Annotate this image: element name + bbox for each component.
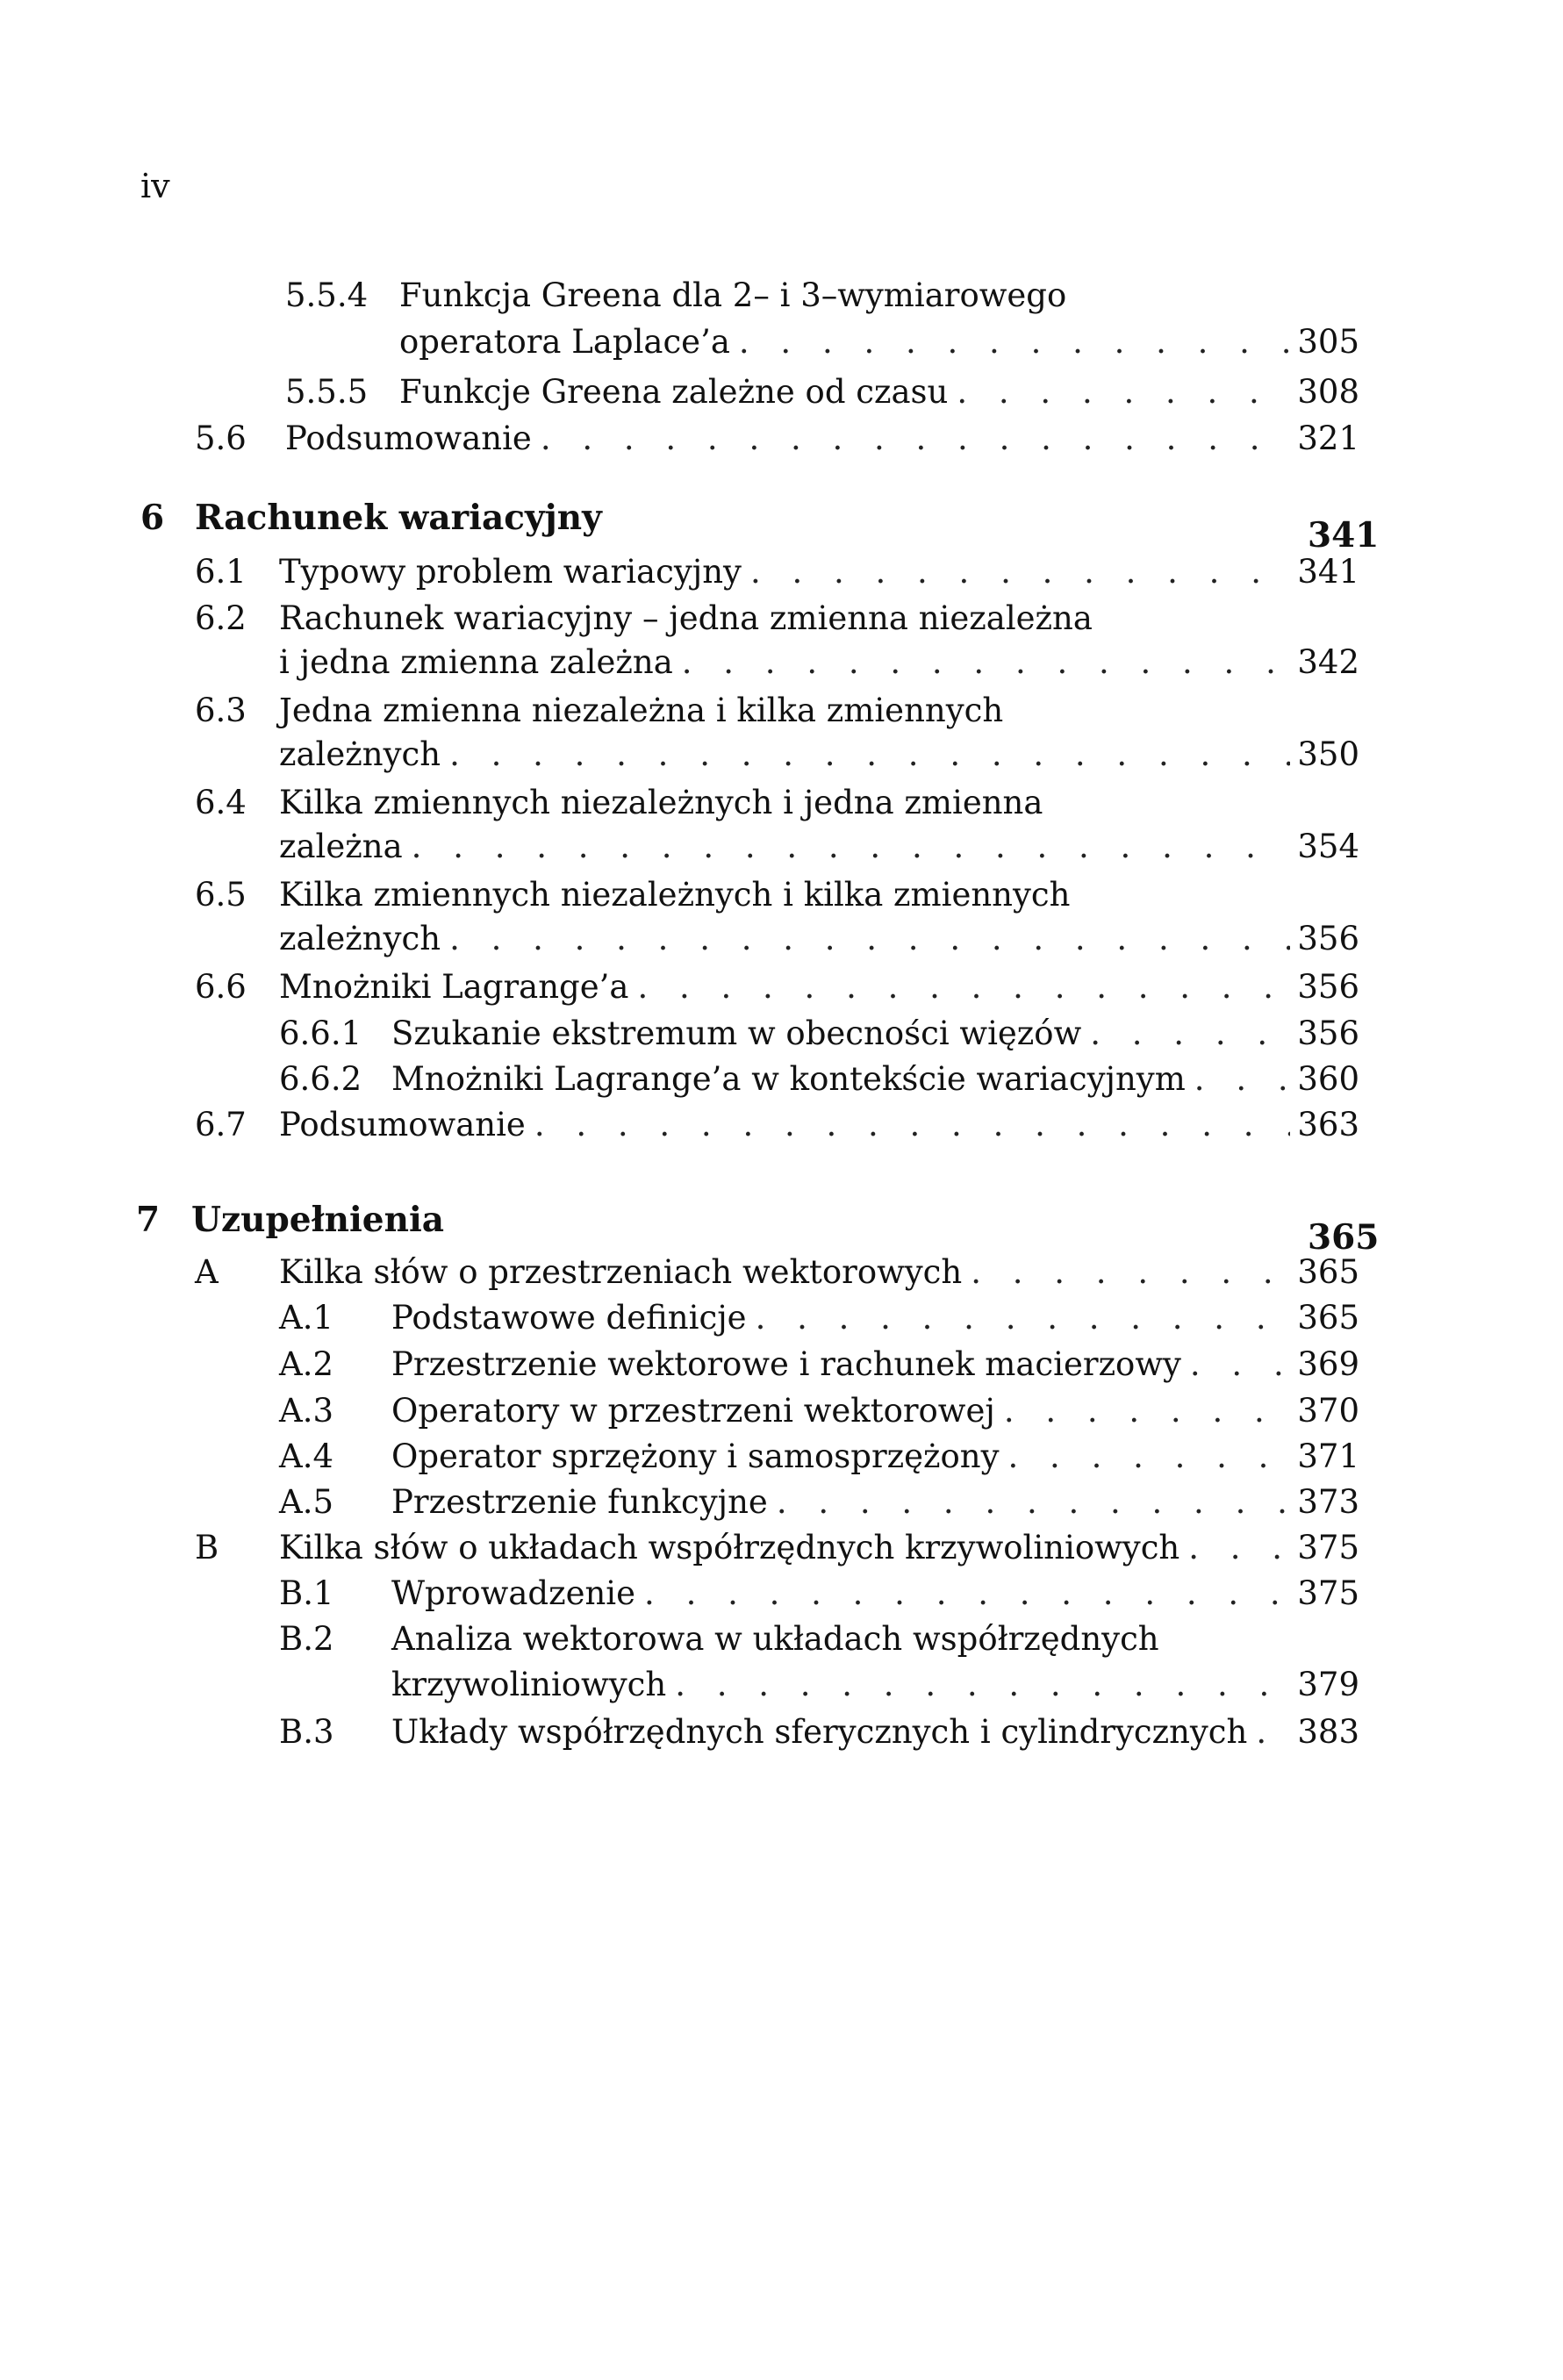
dot-leader	[1008, 1437, 1291, 1476]
toc-entry-b-1-number: B.1	[279, 1574, 334, 1612]
toc-entry-title: zależnych	[279, 735, 441, 773]
toc-page-number: 365	[1297, 1299, 1359, 1337]
dot-leader	[777, 1483, 1291, 1522]
toc-entry-title: Typowy problem wariacyjny	[279, 553, 742, 591]
toc-entry-a-4[interactable]	[391, 1437, 1359, 1476]
toc-page-number: 308	[1297, 373, 1359, 411]
toc-entry-5-5-4-title-line1: Funkcja Greena dla 2– i 3–wymiarowego	[399, 276, 1067, 314]
toc-entry-title: Operator sprzężony i samosprzężony	[391, 1437, 1000, 1475]
toc-entry-title: Wprowadzenie	[391, 1574, 636, 1612]
toc-entry-6-6-2-number: 6.6.2	[279, 1060, 362, 1098]
toc-entry-b-3[interactable]	[391, 1713, 1359, 1752]
toc-entry-6-3-number: 6.3	[195, 692, 247, 729]
toc-entry-6-1[interactable]	[279, 553, 1359, 591]
toc-page-number: 341	[1297, 553, 1359, 591]
toc-entry-title: Układy współrzędnych sferycznych i cylindrycznych	[391, 1713, 1248, 1751]
toc-page-number: 342	[1297, 643, 1359, 681]
toc-entry-6-5[interactable]	[279, 920, 1359, 958]
toc-page-number: 371	[1297, 1437, 1359, 1475]
toc-entry-b-1[interactable]	[391, 1574, 1359, 1613]
toc-entry-b-3-number: B.3	[279, 1713, 334, 1751]
toc-page-number: 375	[1297, 1574, 1359, 1612]
toc-entry-b-2[interactable]	[391, 1666, 1359, 1704]
toc-entry-6-6[interactable]	[279, 968, 1359, 1007]
toc-entry-title: Kilka słów o układach współrzędnych krzywoliniowych	[279, 1529, 1180, 1566]
toc-entry-a-1[interactable]	[391, 1299, 1359, 1337]
toc-entry-6-4-number: 6.4	[195, 784, 247, 821]
toc-page-number: 370	[1297, 1392, 1359, 1430]
toc-entry-6-3-title-line1: Jedna zmienna niezależna i kilka zmiennych	[279, 692, 1004, 729]
toc-page-number: 356	[1297, 1014, 1359, 1052]
toc-page-number: 383	[1297, 1713, 1359, 1751]
toc-page-number: 356	[1297, 920, 1359, 957]
toc-entry-b-2-title-line1: Analiza wektorowa w układach współrzędnych	[391, 1620, 1159, 1658]
dot-leader	[1090, 1014, 1290, 1053]
toc-entry-title: Podsumowanie	[285, 419, 532, 457]
toc-entry-title: Mnożniki Lagrange’a	[279, 968, 629, 1006]
toc-page-number: 365	[1297, 1253, 1359, 1291]
toc-page-number: 375	[1297, 1529, 1359, 1566]
toc-entry-title: Podsumowanie	[279, 1106, 526, 1143]
toc-page-number: 305	[1297, 323, 1359, 361]
appendix-b-letter: B	[195, 1529, 219, 1566]
dot-leader	[1004, 1392, 1291, 1430]
toc-entry-a-4-number: A.4	[279, 1437, 334, 1475]
toc-entry-title: krzywoliniowych	[391, 1666, 667, 1703]
dot-leader	[1256, 1713, 1290, 1752]
dot-leader	[541, 419, 1291, 458]
toc-entry-title: Podstawowe definicje	[391, 1299, 747, 1337]
toc-entry-6-2-title-line1: Rachunek wariacyjny – jedna zmienna niezależna	[279, 599, 1093, 637]
dot-leader	[637, 968, 1290, 1007]
chapter-7-title[interactable]: Uzupełnienia	[191, 1200, 445, 1240]
chapter-7-number: 7	[136, 1200, 161, 1240]
toc-entry-title: Funkcje Greena zależne od czasu	[399, 373, 949, 411]
toc-entry-a-5[interactable]	[391, 1483, 1359, 1522]
toc-entry-title: Przestrzenie funkcyjne	[391, 1483, 768, 1521]
toc-page-number: 369	[1297, 1345, 1359, 1383]
chapter-7-page: 365	[1308, 1217, 1380, 1258]
toc-entry-a-2-number: A.2	[279, 1345, 334, 1383]
toc-page-number: 373	[1297, 1483, 1359, 1521]
toc-entry-title: zależnych	[279, 920, 441, 957]
toc-entry-title: Szukanie ekstremum w obecności więzów	[391, 1014, 1082, 1052]
dot-leader	[534, 1106, 1291, 1144]
toc-entry-5-5-5[interactable]	[399, 373, 1359, 412]
toc-entry-6-5-number: 6.5	[195, 876, 247, 914]
toc-entry-a-5-number: A.5	[279, 1483, 334, 1521]
toc-entry-title: Kilka słów o przestrzeniach wektorowych	[279, 1253, 963, 1291]
toc-entry-title: Operatory w przestrzeni wektorowej	[391, 1392, 995, 1430]
toc-page-number: 363	[1297, 1106, 1359, 1143]
toc-page-number: 354	[1297, 828, 1359, 865]
chapter-6-page: 341	[1308, 515, 1380, 556]
toc-entry-6-1-number: 6.1	[195, 553, 247, 591]
toc-entry-a-1-number: A.1	[279, 1299, 334, 1337]
toc-entry-a[interactable]	[279, 1253, 1359, 1292]
toc-entry-6-6-number: 6.6	[195, 968, 247, 1006]
toc-entry-title: Mnożniki Lagrange’a w kontekście wariacyjnym	[391, 1060, 1186, 1098]
dot-leader	[644, 1574, 1290, 1613]
chapter-6-title[interactable]: Rachunek wariacyjny	[195, 498, 602, 538]
toc-entry-5-6-number: 5.6	[195, 419, 247, 457]
dot-leader	[750, 553, 1290, 591]
toc-entry-a-3-number: A.3	[279, 1392, 334, 1430]
toc-entry-5-6[interactable]	[285, 419, 1359, 458]
toc-page-number: 321	[1297, 419, 1359, 457]
dot-leader	[739, 323, 1290, 362]
toc-entry-title: i jedna zmienna zależna	[279, 643, 673, 681]
dot-leader	[1190, 1345, 1290, 1384]
toc-page-number: 360	[1297, 1060, 1359, 1098]
dot-leader	[1188, 1529, 1290, 1567]
toc-entry-a-3[interactable]	[391, 1392, 1359, 1430]
page-number: iv	[140, 167, 170, 205]
dot-leader	[971, 1253, 1290, 1292]
toc-entry-6-6-1-number: 6.6.1	[279, 1014, 362, 1052]
toc-entry-6-7-number: 6.7	[195, 1106, 247, 1143]
dot-leader	[675, 1666, 1290, 1704]
toc-entry-6-4[interactable]	[279, 828, 1359, 866]
chapter-6-number: 6	[140, 498, 165, 538]
toc-entry-6-2-number: 6.2	[195, 599, 247, 637]
appendix-a-letter: A	[195, 1253, 219, 1291]
toc-entry-6-6-1[interactable]	[391, 1014, 1359, 1053]
toc-entry-a-2[interactable]	[391, 1345, 1359, 1384]
dot-leader	[756, 1299, 1291, 1337]
dot-leader	[412, 828, 1291, 866]
toc-entry-b[interactable]	[279, 1529, 1359, 1567]
dot-leader	[449, 735, 1290, 774]
toc-entry-b-2-number: B.2	[279, 1620, 334, 1658]
toc-page-number: 379	[1297, 1666, 1359, 1703]
toc-page-number: 350	[1297, 735, 1359, 773]
dot-leader	[449, 920, 1290, 958]
toc-page-number: 356	[1297, 968, 1359, 1006]
dot-leader	[1194, 1060, 1291, 1099]
dot-leader	[957, 373, 1290, 412]
dot-leader	[682, 643, 1291, 682]
toc-entry-title: operatora Laplace’a	[399, 323, 730, 361]
toc-entry-6-2[interactable]	[279, 643, 1359, 682]
toc-entry-6-7[interactable]	[279, 1106, 1359, 1144]
toc-entry-6-6-2[interactable]	[391, 1060, 1359, 1099]
toc-entry-5-5-4[interactable]	[399, 323, 1359, 362]
toc-entry-6-4-title-line1: Kilka zmiennych niezależnych i jedna zmienna	[279, 784, 1043, 821]
toc-entry-5-5-4-number: 5.5.4	[285, 276, 369, 314]
toc-entry-5-5-5-number: 5.5.5	[285, 373, 369, 411]
toc-entry-6-5-title-line1: Kilka zmiennych niezależnych i kilka zmiennych	[279, 876, 1071, 914]
toc-entry-title: zależna	[279, 828, 403, 865]
toc-entry-6-3[interactable]	[279, 735, 1359, 774]
toc-entry-title: Przestrzenie wektorowe i rachunek macierzowy	[391, 1345, 1181, 1383]
